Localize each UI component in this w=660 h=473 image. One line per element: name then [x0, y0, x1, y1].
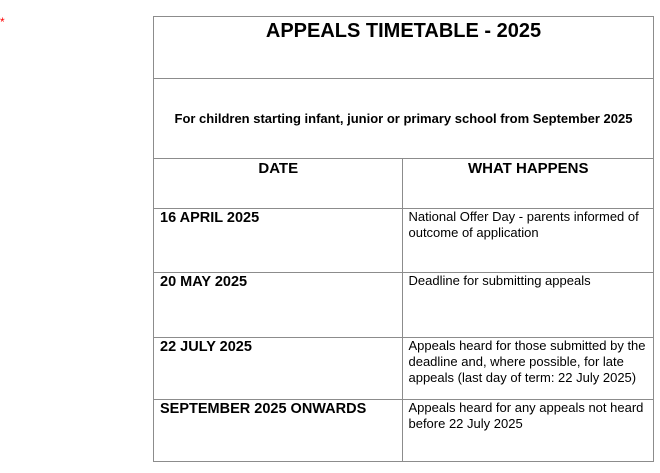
date-cell [154, 338, 403, 400]
row-date: SEPTEMBER 2025 ONWARDS [160, 401, 367, 417]
red-asterisk-mark: * [0, 15, 5, 29]
date-column-header: DATE [258, 160, 299, 177]
description-cell [403, 400, 654, 462]
row-date: 16 APRIL 2025 [160, 210, 260, 226]
subtitle: For children starting infant, junior or primary school from September 2025 [174, 110, 633, 126]
table-row [154, 209, 654, 273]
row-description: Appeals heard for those submitted by the deadline and, where possible, for late appeals (last day of term: 22 July 2025) [408, 338, 646, 385]
description-cell [403, 209, 654, 273]
table-row [154, 273, 654, 338]
appeals-timetable [153, 16, 654, 462]
page-title: APPEALS TIMETABLE - 2025 [265, 20, 542, 42]
description-cell [403, 338, 654, 400]
row-description: Appeals heard for any appeals not heard before 22 July 2025 [408, 400, 644, 431]
date-cell [154, 209, 403, 273]
title-cell [154, 17, 654, 79]
row-description: Deadline for submitting appeals [408, 273, 591, 288]
row-date: 22 JULY 2025 [160, 339, 252, 355]
description-cell [403, 273, 654, 338]
date-cell [154, 400, 403, 462]
date-cell [154, 273, 403, 338]
table-row [154, 338, 654, 400]
date-header-cell [154, 159, 403, 209]
what-happens-header-cell [403, 159, 654, 209]
what-happens-column-header: WHAT HAPPENS [467, 160, 589, 177]
row-description: National Offer Day - parents informed of outcome of application [408, 209, 639, 240]
row-date: 20 MAY 2025 [160, 274, 248, 290]
table-row [154, 400, 654, 462]
subtitle-cell [154, 79, 654, 159]
